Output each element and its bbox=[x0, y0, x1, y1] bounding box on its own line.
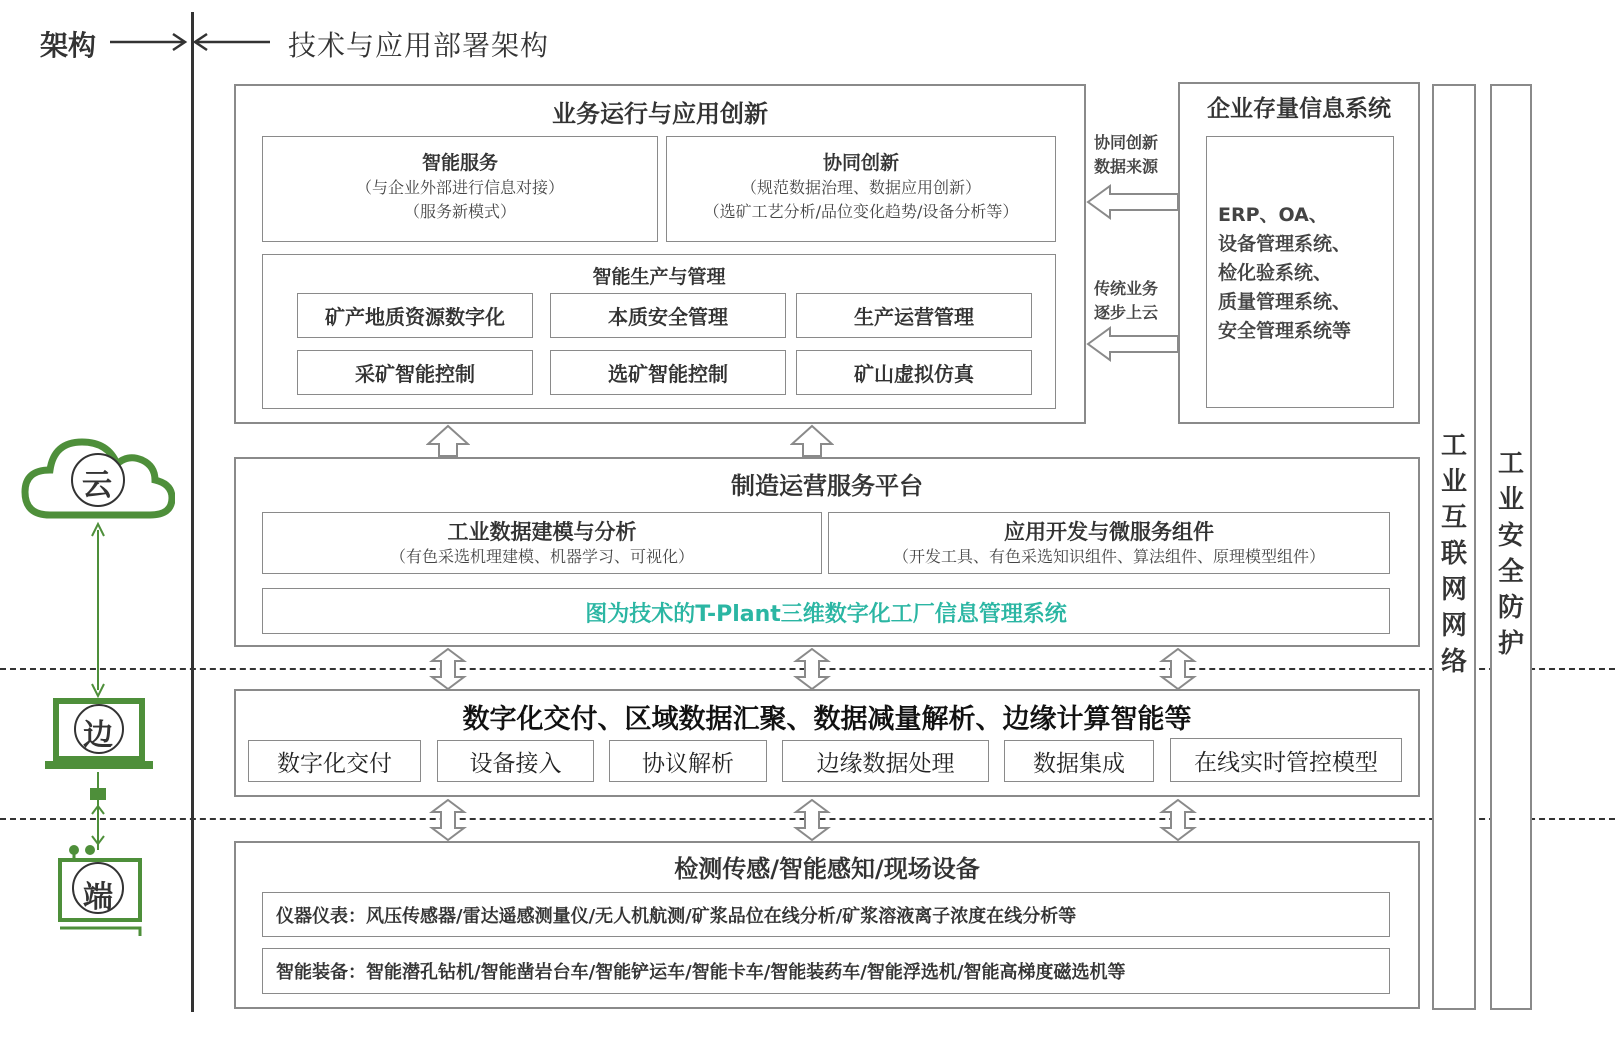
double-arrow-upper-2 bbox=[792, 648, 832, 690]
app-dev-title: 应用开发与微服务组件 bbox=[1004, 520, 1214, 544]
enterprise-line-equipment: 设备管理系统、 bbox=[1218, 233, 1352, 255]
smart-service-line1: （与企业外部进行信息对接） bbox=[355, 178, 564, 197]
production-cell-safety: 本质安全管理 bbox=[550, 293, 786, 338]
enterprise-line-lab: 检化验系统、 bbox=[1218, 262, 1333, 284]
smart-service-title: 智能服务 bbox=[421, 152, 498, 174]
enterprise-line-safety: 安全管理系统等 bbox=[1218, 320, 1352, 342]
double-arrow-lower-3 bbox=[1158, 799, 1198, 841]
header-arrows bbox=[105, 28, 275, 58]
up-arrow-2 bbox=[790, 424, 834, 458]
production-cell-dressing-control: 选矿智能控制 bbox=[550, 350, 786, 395]
smart-production-title: 智能生产与管理 bbox=[592, 266, 726, 288]
tier-end-label: 端 bbox=[83, 880, 113, 915]
data-modeling-sub: （有色采选机理建模、机器学习、可视化） bbox=[389, 547, 694, 566]
edge-layer-title: 数字化交付、区域数据汇聚、数据减量解析、边缘计算智能等 bbox=[462, 704, 1192, 735]
app-dev-sub: （开发工具、有色采选知识组件、算法组件、原理模型组件） bbox=[892, 547, 1325, 566]
edge-cell-integration: 数据集成 bbox=[1004, 740, 1154, 782]
smart-service-line2: （服务新模式） bbox=[403, 202, 516, 221]
collab-innovation-line1: （规范数据治理、数据应用创新） bbox=[740, 178, 981, 197]
business-title: 业务运行与应用创新 bbox=[552, 100, 768, 128]
production-cell-geology: 矿产地质资源数字化 bbox=[297, 293, 533, 338]
platform-title: 制造运营服务平台 bbox=[731, 472, 923, 500]
collab-innovation-line2: （选矿工艺分析/品位变化趋势/设备分析等） bbox=[703, 202, 1019, 221]
legacy-cloud-arrow bbox=[1084, 324, 1182, 364]
edge-cell-protocol: 协议解析 bbox=[609, 740, 767, 782]
equipment-row-text: 智能装备：智能潜孔钻机/智能凿岩台车/智能铲运车/智能卡车/智能装药车/智能浮选机/智能高梯度磁选机等 bbox=[276, 962, 1126, 983]
enterprise-line-erp: ERP、OA、 bbox=[1218, 204, 1328, 226]
production-cell-mining-control: 采矿智能控制 bbox=[297, 350, 533, 395]
header-left-label: 架构 bbox=[40, 29, 97, 62]
double-arrow-upper-1 bbox=[428, 648, 468, 690]
up-arrow-1 bbox=[426, 424, 470, 458]
arrow2-label-line2: 逐步上云 bbox=[1094, 303, 1159, 322]
enterprise-line-quality: 质量管理系统、 bbox=[1218, 291, 1352, 313]
edge-cell-realtime-model: 在线实时管控模型 bbox=[1170, 738, 1402, 782]
edge-cell-device-access: 设备接入 bbox=[437, 740, 594, 782]
edge-cell-delivery: 数字化交付 bbox=[248, 740, 421, 782]
production-cell-simulation: 矿山虚拟仿真 bbox=[796, 350, 1032, 395]
industrial-security-label: 工业安全防护 bbox=[1497, 449, 1524, 659]
enterprise-systems-title: 企业存量信息系统 bbox=[1207, 96, 1391, 122]
double-arrow-upper-3 bbox=[1158, 648, 1198, 690]
arrow1-label-line2: 数据来源 bbox=[1094, 157, 1159, 176]
end-layer-title: 检测传感/智能感知/现场设备 bbox=[674, 855, 980, 883]
edge-cell-edge-processing: 边缘数据处理 bbox=[782, 740, 989, 782]
double-arrow-lower-2 bbox=[792, 799, 832, 841]
industrial-network-label: 工业互联网网络 bbox=[1440, 431, 1467, 677]
collab-data-arrow bbox=[1084, 182, 1182, 222]
architecture-divider bbox=[191, 12, 194, 1012]
double-arrow-lower-1 bbox=[428, 799, 468, 841]
header-right-label: 技术与应用部署架构 bbox=[288, 29, 550, 62]
arrow1-label-line1: 协同创新 bbox=[1094, 133, 1159, 152]
instruments-row-text: 仪器仪表：风压传感器/雷达遥感测量仪/无人机航测/矿浆品位在线分析/矿浆溶液离子浓度在线分析等 bbox=[276, 906, 1077, 927]
cloud-edge-link bbox=[88, 520, 108, 700]
tier-cloud-label: 云 bbox=[82, 468, 112, 503]
data-modeling-title: 工业数据建模与分析 bbox=[447, 520, 637, 544]
arrow2-label-line1: 传统业务 bbox=[1094, 279, 1159, 298]
collab-innovation-title: 协同创新 bbox=[822, 152, 899, 174]
tplant-banner-text: 图为技术的T-Plant三维数字化工厂信息管理系统 bbox=[585, 602, 1067, 627]
tier-edge-label: 边 bbox=[83, 718, 113, 753]
production-cell-operations: 生产运营管理 bbox=[796, 293, 1032, 338]
